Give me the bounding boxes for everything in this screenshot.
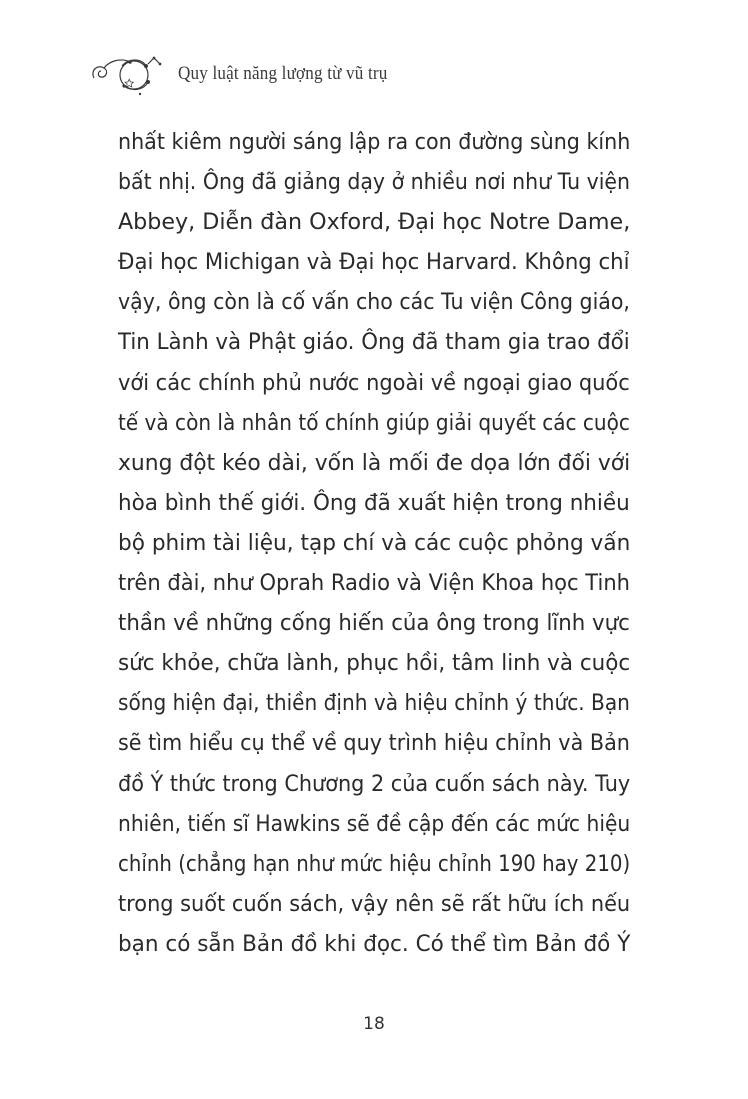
running-header	[88, 48, 411, 100]
page-number: 18	[363, 1014, 385, 1034]
text-line: Tin Lành và Phật giáo. Ông đã tham gia trao đổi	[118, 329, 630, 356]
text-line: thần về những cống hiến của ông trong lĩnh vực	[118, 610, 630, 637]
text-line: với các chính phủ nước ngoài về ngoại giao quốc	[118, 369, 630, 396]
text-line: sống hiện đại, thiền định và hiệu chỉnh ý thức. Bạn	[118, 690, 630, 717]
text-line: trong suốt cuốn sách, vậy nên sẽ rất hữu ích nếu	[118, 890, 631, 917]
text-line: chỉnh (chẳng hạn như mức hiệu chỉnh 190 hay 210)	[118, 850, 631, 877]
text-line: xung đột kéo dài, vốn là mối đe dọa lớn đối với	[118, 449, 631, 476]
text-line: vậy, ông còn là cố vấn cho các Tu viện Công giáo,	[118, 289, 630, 316]
body-paragraph	[118, 122, 630, 964]
text-line: tế và còn là nhân tố chính giúp giải quyết các cuộc	[118, 409, 630, 436]
text-line: sẽ tìm hiểu cụ thể về quy trình hiệu chỉnh và Bản	[118, 730, 630, 757]
text-line: bạn có sẵn Bản đồ khi đọc. Có thể tìm Bản đồ Ý	[118, 930, 631, 957]
text-line: Abbey, Diễn đàn Oxford, Đại học Notre Dame,	[118, 209, 631, 236]
text-line: nhất kiêm người sáng lập ra con đường sùng kính	[118, 129, 631, 155]
running-title: Quy luật năng lượng từ vũ trụ	[178, 63, 388, 84]
text-line: nhiên, tiến sĩ Hawkins sẽ đề cập đến các mức hiệu	[118, 810, 631, 837]
text-line: đồ Ý thức trong Chương 2 của cuốn sách này. Tuy	[118, 770, 631, 797]
text-line: bộ phim tài liệu, tạp chí và các cuộc phỏng vấn	[118, 529, 631, 556]
text-line: bất nhị. Ông đã giảng dạy ở nhiều nơi như Tu viện	[118, 169, 631, 196]
swirl-constellation-icon	[88, 48, 166, 100]
text-line: trên đài, như Oprah Radio và Viện Khoa học Tinh	[118, 570, 630, 597]
text-line: sức khỏe, chữa lành, phục hồi, tâm linh và cuộc	[118, 650, 631, 677]
text-line: hòa bình thế giới. Ông đã xuất hiện trong nhiều	[118, 489, 630, 516]
text-line: Đại học Michigan và Đại học Harvard. Không chỉ	[118, 249, 630, 276]
